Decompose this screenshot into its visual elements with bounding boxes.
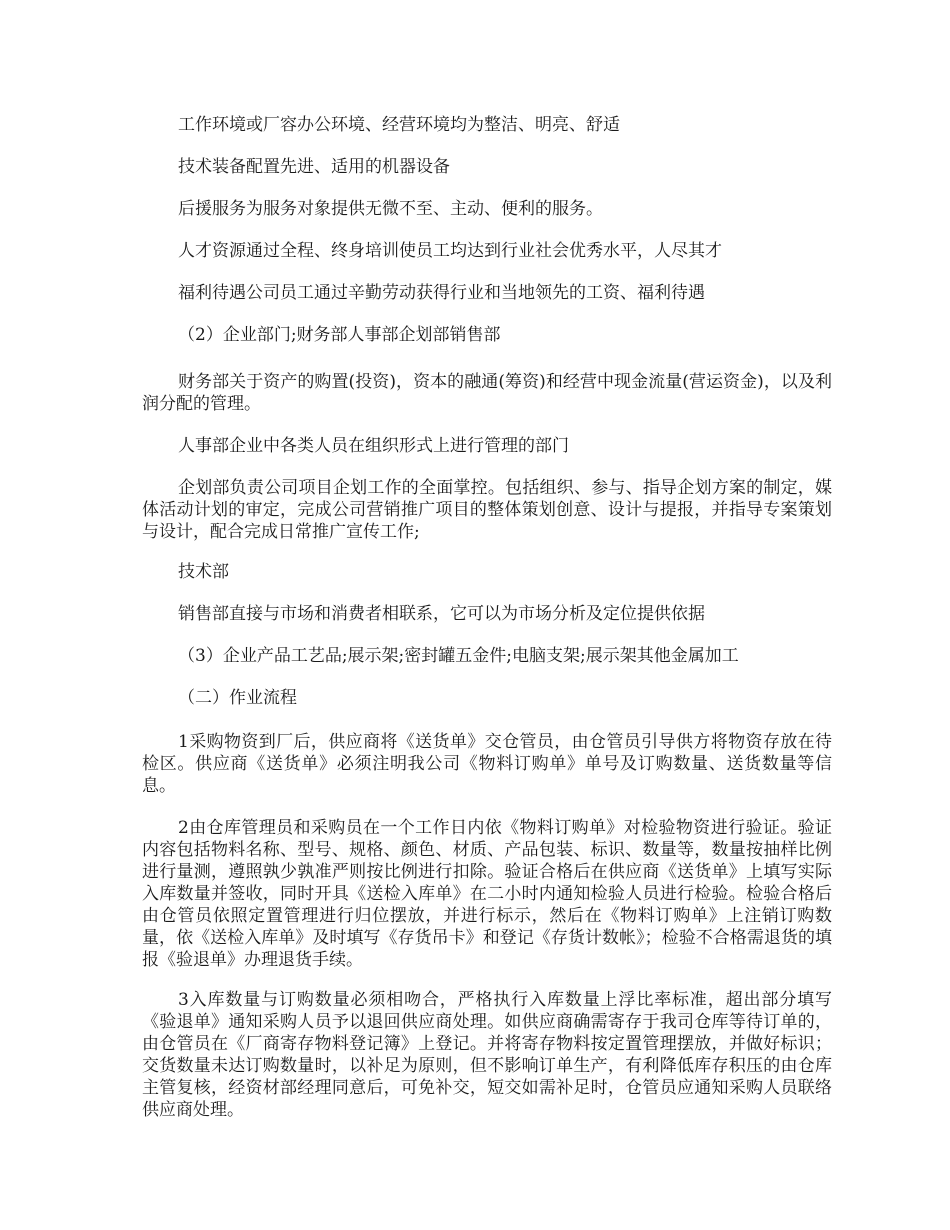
paragraph-equipment: 技术装备配置先进、适用的机器设备: [178, 157, 450, 177]
paragraph-products: （3）企业产品工艺品;展示架;密封罐五金件;电脑支架;展示架其他金属加工: [178, 646, 739, 666]
paragraph-sales: 销售部直接与市场和消费者相联系，它可以为市场分析及定位提供依据: [178, 604, 705, 624]
paragraph-planning: 企划部负责公司项目企划工作的全面掌控。包括组织、参与、指导企划方案的制定，媒体活动计划的审定，完成公司营销推广项目的整体策划创意、设计与提报，并指导专案策划与设计，配合完成日常推广宣传工作;: [142, 478, 832, 542]
paragraph-finance: 财务部关于资产的购置(投资)，资本的融通(筹资)和经营中现金流量(营运资金)，以及利润分配的管理。: [142, 372, 832, 414]
paragraph-work-environment: 工作环境或厂容办公环境、经营环境均为整洁、明亮、舒适: [178, 115, 620, 135]
paragraph-step-2: 2由仓库管理员和采购员在一个工作日内依《物料订购单》对检验物资进行验证。验证内容包括物料名称、型号、规格、颜色、材质、产品包装、标识、数量等，数量按抽样比例进行量测，遵照孰少孰准严则按比例进行扣除。验证合格后在供应商《送货单》上填写实际入库数量并签收，同时开具《送检入库单》在二小时内通知检验人员进行检验。检验合格后由仓管员依照定置管理进行归位摆放，并进行标示，然后在《物料订购单》上注销订购数量，依《送检入库单》及时填写《存货吊卡》和登记《存货计数帐》；检验不合格需退货的填报《验退单》办理退货手续。: [142, 818, 832, 970]
paragraph-benefits: 福利待遇公司员工通过辛勤劳动获得行业和当地领先的工资、福利待遇: [178, 283, 705, 303]
paragraph-step-3: 3入库数量与订购数量必须相吻合，严格执行入库数量上浮比率标准，超出部分填写《验退单》通知采购人员予以退回供应商处理。如供应商确需寄存于我司仓库等待订单的，由仓管员在《厂商寄存物料登记簿》上登记。并将寄存物料按定置管理摆放，并做好标识；交货数量未达订购数量时，以补足为原则，但不影响订单生产，有利降低库存积压的由仓库主管复核，经资材部经理同意后，可免补交，短交如需补足时，仓管员应通知采购人员联络供应商处理。: [142, 990, 832, 1120]
paragraph-talent: 人才资源通过全程、终身培训使员工均达到行业社会优秀水平，人尽其才: [178, 241, 722, 261]
paragraph-step-1: 1采购物资到厂后，供应商将《送货单》交仓管员，由仓管员引导供方将物资存放在待检区。供应商《送货单》必须注明我公司《物料订购单》单号及订购数量、送货数量等信息。: [142, 732, 832, 796]
paragraph-hr: 人事部企业中各类人员在组织形式上进行管理的部门: [178, 436, 569, 456]
paragraph-departments-heading: （2）企业部门;财务部人事部企划部销售部: [178, 325, 501, 345]
paragraph-support-service: 后援服务为服务对象提供无微不至、主动、便利的服务。: [178, 199, 603, 219]
section-heading-workflow: （二）作业流程: [178, 688, 297, 708]
paragraph-tech: 技术部: [178, 562, 229, 582]
